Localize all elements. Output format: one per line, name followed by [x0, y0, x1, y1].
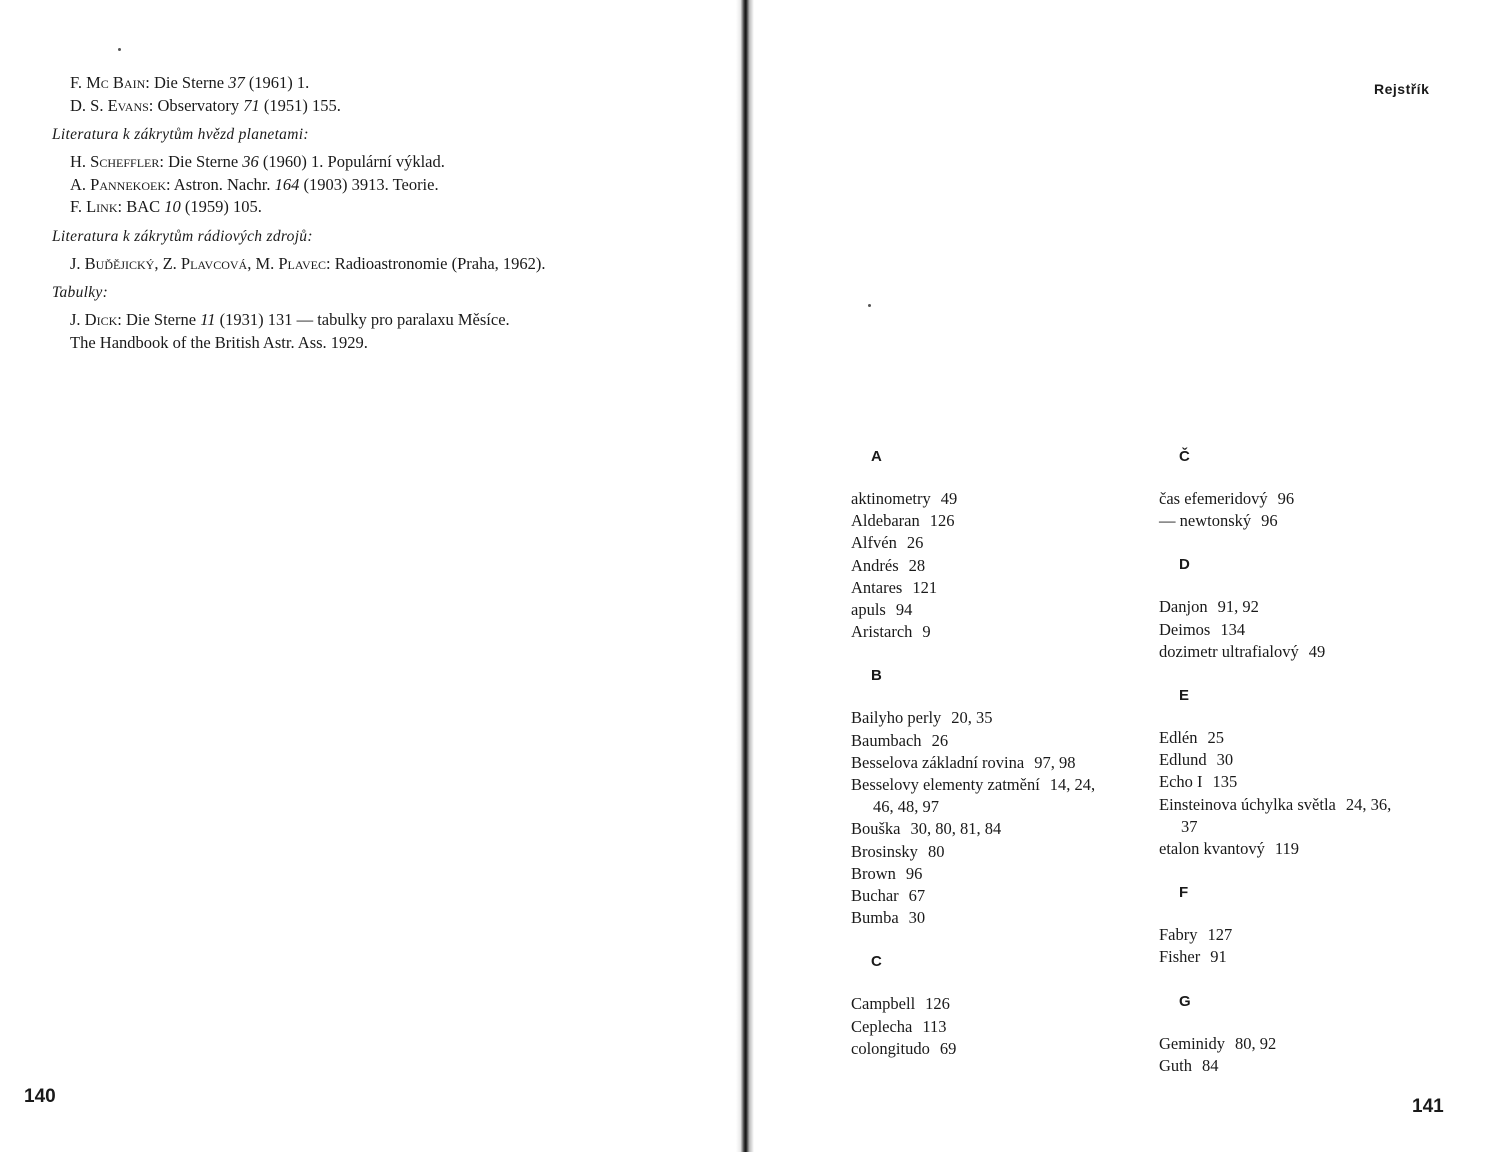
reference-author: J. Buďějický, Z. Plavcová, M. Plavec [70, 253, 327, 273]
index-entry [1159, 510, 1459, 532]
index-pages: 30, 80, 81, 84 [910, 819, 1002, 839]
index-pages: 97, 98 [1034, 752, 1076, 772]
index-entry [851, 863, 1151, 885]
index-entry [1159, 924, 1459, 946]
index-section-Č [1159, 446, 1459, 532]
index-entry [851, 885, 1151, 907]
index-entry [1159, 771, 1459, 793]
index-pages: 9 [922, 622, 931, 642]
reference-entry [70, 95, 730, 118]
index-section-E [1159, 685, 1459, 860]
reference-source: : Die Sterne [145, 73, 229, 92]
index-term: Edlund [1159, 750, 1207, 770]
section-heading: Literatura k zákrytům rádiových zdrojů: [52, 227, 313, 245]
index-term: Bailyho perly [851, 708, 942, 728]
index-entry [851, 555, 1151, 577]
reference-source: : BAC [117, 197, 165, 216]
left-page [0, 0, 740, 1152]
index-entry [851, 730, 1151, 752]
index-term: apuls [851, 600, 886, 620]
index-pages: 91 [1210, 947, 1227, 967]
index-entry [851, 621, 1151, 643]
index-pages: 134 [1220, 619, 1246, 639]
index-entry [851, 510, 1151, 532]
index-section-D [1159, 554, 1459, 663]
reference-details: (1951) 155. [259, 95, 341, 115]
index-term: Guth [1159, 1055, 1192, 1075]
reference-source: : Observatory [148, 95, 244, 115]
index-pages: 26 [906, 533, 924, 553]
index-pages: 30 [1216, 750, 1234, 770]
index-pages: 80 [927, 841, 945, 861]
index-entry [851, 1016, 1151, 1038]
index-term: Ceplecha [851, 1016, 913, 1036]
index-section-B [851, 665, 1151, 929]
index-term: Alfvén [851, 533, 897, 553]
index-pages: 69 [939, 1038, 957, 1058]
index-pages: 96 [1277, 489, 1295, 508]
reference-volume: 36 [242, 152, 259, 171]
index-term: Buchar [851, 886, 899, 906]
index-entry [1159, 838, 1459, 860]
page-number-left: 140 [24, 1086, 56, 1107]
index-pages: 127 [1207, 925, 1233, 945]
index-pages: 28 [908, 555, 926, 575]
index-term: dozimetr ultrafialový [1159, 641, 1299, 661]
index-pages: 49 [1308, 641, 1326, 661]
reference-list [50, 72, 730, 354]
right-page [752, 0, 1506, 1152]
reference-volume: 71 [243, 95, 260, 115]
index-term: Antares [851, 577, 903, 597]
index-term: Brosinsky [851, 841, 918, 861]
reference-author: D. S. Evans [70, 95, 149, 115]
index-pages-continued: 46, 48, 97 [873, 797, 939, 817]
running-head: Rejstřík [1374, 81, 1430, 97]
index-term: — newtonský [1159, 511, 1252, 531]
index-pages: 121 [912, 577, 938, 597]
index-term: Fisher [1159, 947, 1201, 967]
reference-details: (1903) 3913. Teorie. [299, 174, 439, 194]
index-pages: 94 [895, 600, 913, 620]
index-section-C [851, 951, 1151, 1060]
index-pages: 96 [905, 863, 923, 883]
reference-entry [70, 72, 730, 95]
index-column-2 [1159, 446, 1459, 1099]
index-letter: Č [1179, 448, 1190, 465]
index-term: Bouška [851, 819, 901, 839]
reference-volume: 11 [200, 310, 216, 329]
reference-entry [70, 253, 730, 276]
index-pages: 24, 36, [1345, 794, 1392, 814]
index-pages: 26 [931, 730, 949, 750]
reference-author: H. Scheffler [70, 152, 160, 171]
index-entry [1159, 641, 1459, 663]
index-entry [1159, 1055, 1459, 1077]
reference-details: (1959) 105. [180, 197, 262, 216]
speck [118, 48, 121, 51]
reference-volume: 37 [228, 73, 245, 92]
index-entry [1159, 596, 1459, 618]
index-entry [851, 774, 1151, 796]
reference-entry [70, 309, 730, 332]
index-entry [851, 841, 1151, 863]
index-term: aktinometry [851, 489, 931, 508]
index-section-F [1159, 882, 1459, 968]
reference-entry [70, 151, 730, 174]
index-term: etalon kvantový [1159, 839, 1265, 859]
index-term: Danjon [1159, 597, 1208, 617]
index-entry [1159, 946, 1459, 968]
index-pages: 96 [1261, 511, 1278, 531]
index-pages: 126 [929, 511, 955, 531]
index-entry [851, 907, 1151, 929]
reference-source: : Die Sterne [117, 310, 201, 329]
reference-details: (1931) 131 — tabulky pro paralaxu Měsíce. [215, 310, 510, 329]
index-entry [1159, 1033, 1459, 1055]
reference-entry [70, 196, 730, 219]
index-entry [851, 577, 1151, 599]
index-pages: 119 [1274, 839, 1299, 859]
index-pages: 20, 35 [951, 708, 993, 728]
page-number-right: 141 [1412, 1096, 1444, 1117]
index-term: Edlén [1159, 728, 1198, 748]
index-term: Aristarch [851, 622, 913, 642]
index-pages: 126 [925, 994, 950, 1014]
reference-source: : Die Sterne [159, 152, 243, 171]
index-entry [851, 532, 1151, 554]
index-letter: G [1179, 992, 1191, 1010]
index-entry [851, 1038, 1151, 1060]
index-term: Besselovy elementy zatmění [851, 775, 1040, 795]
index-pages: 25 [1207, 728, 1224, 748]
index-letter: F [1179, 884, 1189, 902]
reference-entry: The Handbook of the British Astr. Ass. 1929. [70, 332, 368, 352]
index-pages: 135 [1212, 772, 1238, 792]
index-term: Brown [851, 863, 896, 883]
index-letter: E [1179, 687, 1190, 705]
index-letter: A [871, 448, 882, 465]
index-pages: 30 [908, 908, 926, 928]
index-term: Baumbach [851, 730, 922, 750]
index-letter: B [871, 667, 882, 685]
index-pages: 113 [922, 1016, 947, 1036]
index-term: Einsteinova úchylka světla [1159, 794, 1336, 814]
reference-source: : Astron. Nachr. [166, 174, 275, 194]
index-entry [1159, 619, 1459, 641]
index-pages: 84 [1202, 1055, 1219, 1075]
reference-author: J. Dick [70, 310, 118, 329]
index-term: Fabry [1159, 925, 1198, 945]
index-entry [851, 818, 1151, 840]
index-entry [1159, 488, 1459, 510]
index-term: Echo I [1159, 772, 1203, 792]
index-term: Andrés [851, 555, 899, 575]
index-column-1 [851, 446, 1151, 1082]
reference-author: F. Link [70, 197, 118, 216]
index-pages: 91, 92 [1217, 597, 1259, 617]
index-section-G [1159, 991, 1459, 1077]
index-entry [851, 993, 1151, 1015]
reference-source: : Radioastronomie (Praha, 1962). [326, 253, 546, 273]
reference-author: A. Pannekoek [70, 174, 166, 194]
reference-entry [70, 174, 730, 197]
index-entry [1159, 794, 1459, 816]
index-term: Campbell [851, 994, 916, 1014]
index-term: Bumba [851, 908, 899, 928]
index-term: Aldebaran [851, 511, 920, 531]
index-entry [851, 752, 1151, 774]
index-pages: 80, 92 [1235, 1033, 1277, 1053]
reference-details: (1960) 1. Populární výklad. [258, 152, 445, 171]
reference-volume: 164 [274, 174, 300, 194]
index-entry [1159, 749, 1459, 771]
index-pages: 67 [908, 886, 926, 906]
index-pages-continued: 37 [1181, 816, 1198, 836]
index-entry [851, 599, 1151, 621]
index-term: čas efemeridový [1159, 489, 1268, 508]
speck [868, 304, 871, 307]
reference-author: F. Mc Bain [70, 73, 146, 92]
section-heading: Literatura k zákrytům hvězd planetami: [52, 126, 309, 143]
index-entry [1159, 727, 1459, 749]
index-letter: C [871, 953, 882, 971]
index-term: Deimos [1159, 619, 1211, 639]
index-section-A [851, 446, 1151, 643]
index-pages: 14, 24, [1049, 775, 1096, 795]
section-heading: Tabulky: [52, 284, 109, 301]
index-term: Geminidy [1159, 1033, 1225, 1053]
index-term: Besselova základní rovina [851, 752, 1025, 772]
index-entry [851, 707, 1151, 729]
index-pages: 49 [940, 489, 958, 508]
index-entry [851, 488, 1151, 510]
index-letter: D [1179, 556, 1190, 574]
reference-volume: 10 [164, 197, 181, 216]
reference-details: (1961) 1. [244, 73, 310, 92]
index-term: colongitudo [851, 1038, 930, 1058]
